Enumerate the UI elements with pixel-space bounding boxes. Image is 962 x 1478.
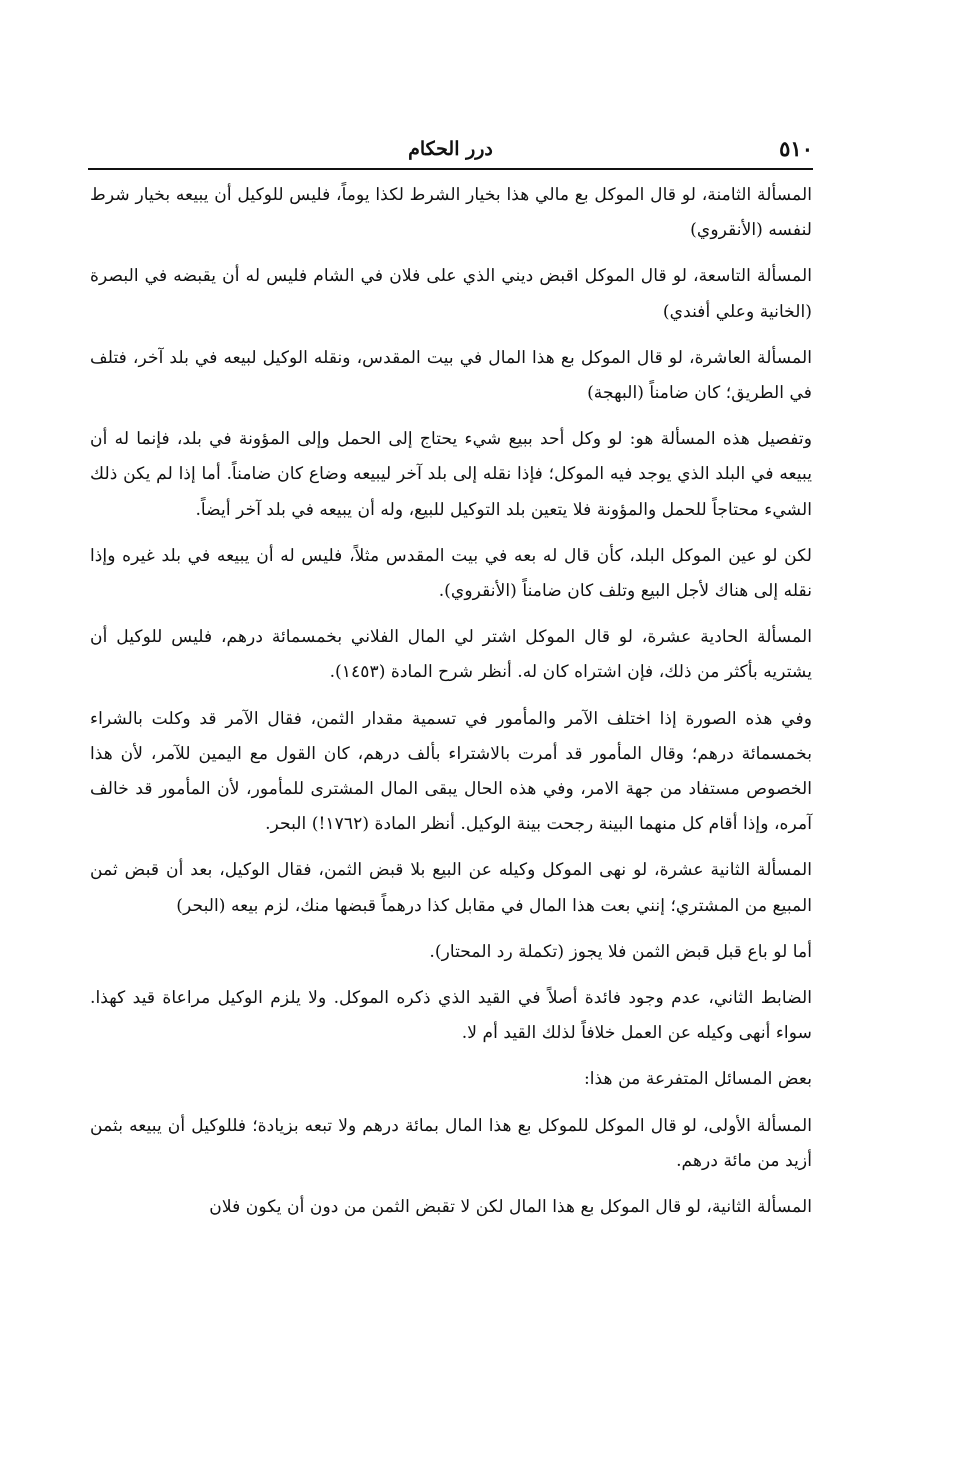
page-header [88,136,813,166]
paragraph-issue-11: المسألة الحادية عشرة، لو قال الموكل اشتر لي المال الفلاني بخمسمائة درهم، فليس للوكيل أن يشتريه بأكثر من ذلك، فإن اشتراه كان له. أنظر شرح المادة (١٤٥٣). [90,627,812,683]
page-number: ٥١٠ [779,136,813,161]
paragraph-issue-11-dispute: وفي هذه الصورة إذا اختلف الآمر والمأمور في تسمية مقدار الثمن، فقال الآمر قد وكلت بالشراء بخمسمائة درهم؛ وقال المأمور قد أمرت بالاشتراء بألف درهم، كان القول مع اليمين للآمر، لأن هذا الخصوص مستفاد من جهة الامر، وفي هذه الحال يبقى المال المشترى للمأمور، لأن المأمور قد خالف آمره، وإذا أقام كل منهما البينة رجحت بينة الوكيل. أنظر المادة (١٧٦٢!) البحر. [90,708,812,835]
paragraph-subissue-1: المسألة الأولى، لو قال الموكل للموكل بع هذا المال بمائة درهم ولا تبعه بزيادة؛ فللوكيل أن يبيعه بثمن أزيد من مائة درهم. [90,1115,812,1171]
header-rule [88,168,813,170]
paragraph-issue-12-note: أما لو باع قبل قبض الثمن فلا يجوز (تكملة رد المحتار). [429,941,812,962]
paragraph-rule-2: الضابط الثاني، عدم وجود فائدة أصلاً في القيد الذي ذكره الموكل. ولا يلزم الوكيل مراعاة قيد كهذا. سواء أنهى وكيله عن العمل خلافاً لذلك القيد أم لا. [90,988,812,1044]
body-text [90,178,812,1225]
paragraph-issue-10: المسألة العاشرة، لو قال الموكل بع هذا المال في بيت المقدس، ونقله الوكيل لبيعه في بلد آخر، فتلف في الطريق؛ كان ضامناً (البهجة) [90,347,812,404]
paragraph-subissue-2: المسألة الثانية، لو قال الموكل بع هذا المال لكن لا تقبض الثمن من دون أن يكون فلان [209,1197,812,1218]
paragraph-issue-10-exception: لكن لو عين الموكل البلد، كأن قال له بعه في بيت المقدس مثلاً، فليس له أن يبيعه في بلد غيره وإذا نقله إلى هناك لأجل البيع وتلف كان ضامناً (الأنقروي). [90,545,812,602]
paragraph-issue-8: المسألة الثامنة، لو قال الموكل بع مالي هذا بخيار الشرط لكذا يوماً، فليس للوكيل أن يبيعه بخيار شرط لنفسه (الأنقروي) [90,185,812,241]
running-title: درر الحكام [408,138,493,160]
paragraph-issue-12: المسألة الثانية عشرة، لو نهى الموكل وكيله عن البيع بلا قبض الثمن، فقال الوكيل، بعد أن قبض ثمن المبيع من المشتري؛ إنني بعت هذا المال في مقابل كذا درهماً قبضها منك، لزم بيعه (البحر) [90,860,812,916]
paragraph-issue-10-detail: وتفصيل هذه المسألة هو: لو وكل أحد ببيع شيء يحتاج إلى الحمل وإلى المؤونة في بلد، فإنما له أن يبيعه في البلد الذي يوجد فيه الموكل؛ فإذا نقله إلى بلد آخر ليبيعه وضاع كان ضامناً. أما إذا لم يكن ذلك الشيء محتاجاً للحمل والمؤونة فلا يتعين بلد التوكيل للبيع، وله أن يبيعه في بلد آخر أيضاً. [90,429,812,520]
paragraph-issue-9: المسألة التاسعة، لو قال الموكل اقبض ديني الذي على فلان في الشام فليس له أن يقبضه في البصرة (الخانية وعلي أفندي) [90,266,812,322]
paragraph-subissues-heading: بعض المسائل المتفرعة من هذا: [583,1069,812,1090]
